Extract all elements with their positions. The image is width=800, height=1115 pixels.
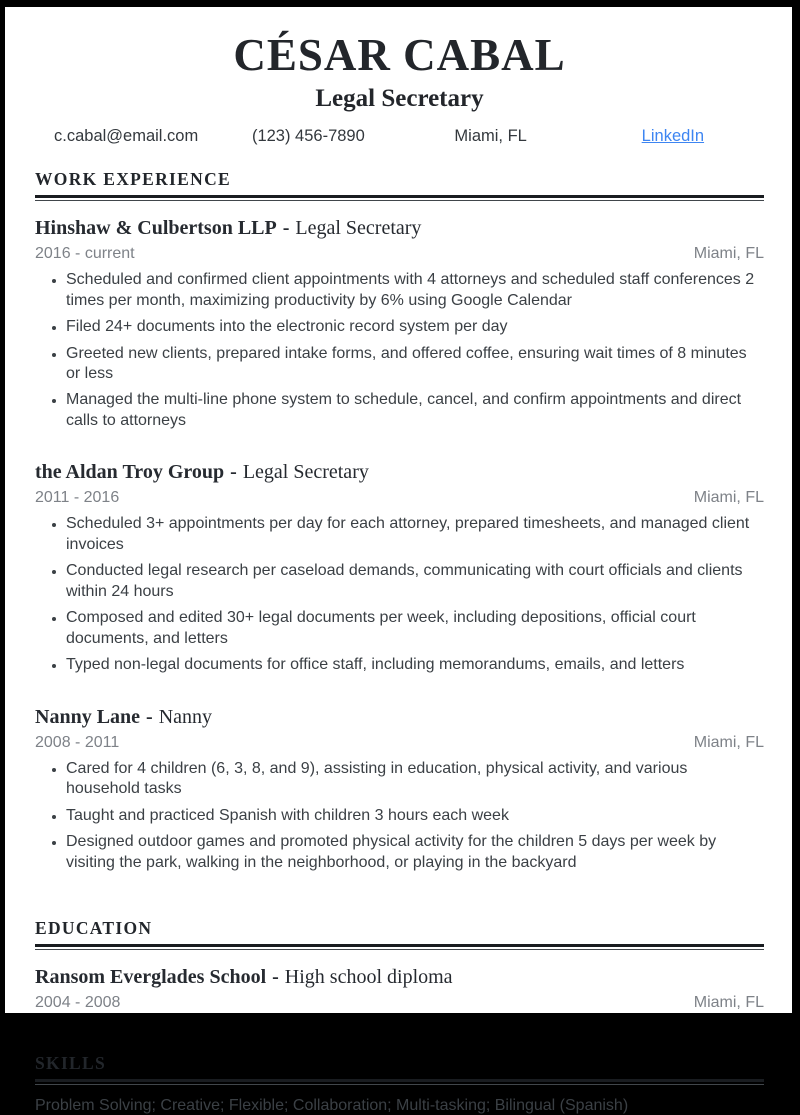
linkedin-link[interactable]: LinkedIn <box>642 127 704 145</box>
job-entry <box>35 216 764 431</box>
separator: - <box>266 966 285 988</box>
education-heading: EDUCATION <box>35 918 764 944</box>
education-dates: 2004 - 2008 <box>35 994 120 1012</box>
contact-location: Miami, FL <box>400 127 582 146</box>
skills-text: Problem Solving; Creative; Flexible; Collaboration; Multi-tasking; Bilingual (Spanish) <box>35 1097 764 1115</box>
job-location: Miami, FL <box>694 734 764 752</box>
bullet-item: • Scheduled 3+ appointments per day for each attorney, prepared timesheets, and managed client invoices <box>66 514 764 555</box>
education-location: Miami, FL <box>694 994 764 1012</box>
bullet-list <box>35 514 764 675</box>
bullet-item: • Greeted new clients, prepared intake forms, and offered coffee, ensuring wait times of 8 minutes or less <box>66 344 764 385</box>
separator: - <box>224 461 243 483</box>
bullet-item: • Managed the multi-line phone system to schedule, cancel, and confirm appointments and direct calls to attorneys <box>66 390 764 431</box>
person-name: CÉSAR CABAL <box>35 33 764 79</box>
bullet-item: • Designed outdoor games and promoted physical activity for the children 5 days per week by visiting the park, walking in the neighborhood, or playing in the backyard <box>66 832 764 873</box>
contact-row <box>35 127 764 146</box>
bullet-item: • Scheduled and confirmed client appointments with 4 attorneys and scheduled staff conferences 2 times per month, maximizing productivity by 6% using Google Calendar <box>66 270 764 311</box>
bullet-list <box>35 759 764 873</box>
school-name: Ransom Everglades School <box>35 966 266 988</box>
skills-section <box>35 1053 764 1115</box>
education-entry <box>35 965 764 1012</box>
skills-heading: SKILLS <box>35 1053 764 1079</box>
role-name: Legal Secretary <box>295 217 421 239</box>
degree-name: High school diploma <box>285 966 453 988</box>
bullet-item: • Filed 24+ documents into the electronic record system per day <box>66 317 764 337</box>
bullet-item: • Cared for 4 children (6, 3, 8, and 9), assisting in education, physical activity, and various household tasks <box>66 759 764 800</box>
person-job-title: Legal Secretary <box>35 86 764 112</box>
bullet-item: • Typed non-legal documents for office staff, including memorandums, emails, and letters <box>66 655 764 675</box>
bullet-item: • Composed and edited 30+ legal documents per week, including depositions, official court documents, and letters <box>66 608 764 649</box>
separator: - <box>277 217 296 239</box>
job-meta <box>35 489 764 507</box>
contact-phone: (123) 456-7890 <box>217 127 399 146</box>
job-location: Miami, FL <box>694 489 764 507</box>
role-name: Nanny <box>159 706 212 728</box>
section-divider <box>35 195 764 201</box>
bullet-item: • Conducted legal research per caseload demands, communicating with court officials and clients within 24 hours <box>66 561 764 602</box>
education-header <box>35 965 764 989</box>
role-name: Legal Secretary <box>243 461 369 483</box>
job-dates: 2008 - 2011 <box>35 734 119 752</box>
job-header <box>35 705 764 729</box>
section-divider <box>35 1079 764 1085</box>
work-experience-heading: WORK EXPERIENCE <box>35 169 764 195</box>
job-entry <box>35 705 764 873</box>
job-meta <box>35 734 764 752</box>
job-entry <box>35 460 764 675</box>
work-experience-section <box>35 169 764 873</box>
company-name: Hinshaw & Culbertson LLP <box>35 217 277 239</box>
bullet-item: • Taught and practiced Spanish with children 3 hours each week <box>66 806 764 826</box>
education-section <box>35 918 764 1012</box>
job-header <box>35 460 764 484</box>
contact-email: c.cabal@email.com <box>35 127 217 146</box>
job-header <box>35 216 764 240</box>
section-divider <box>35 944 764 950</box>
job-location: Miami, FL <box>694 245 764 263</box>
separator: - <box>140 706 159 728</box>
resume-page <box>5 7 792 1013</box>
job-meta <box>35 245 764 263</box>
job-dates: 2011 - 2016 <box>35 489 119 507</box>
bullet-list <box>35 270 764 431</box>
company-name: Nanny Lane <box>35 706 140 728</box>
education-meta <box>35 994 764 1012</box>
company-name: the Aldan Troy Group <box>35 461 224 483</box>
job-dates: 2016 - current <box>35 245 135 263</box>
